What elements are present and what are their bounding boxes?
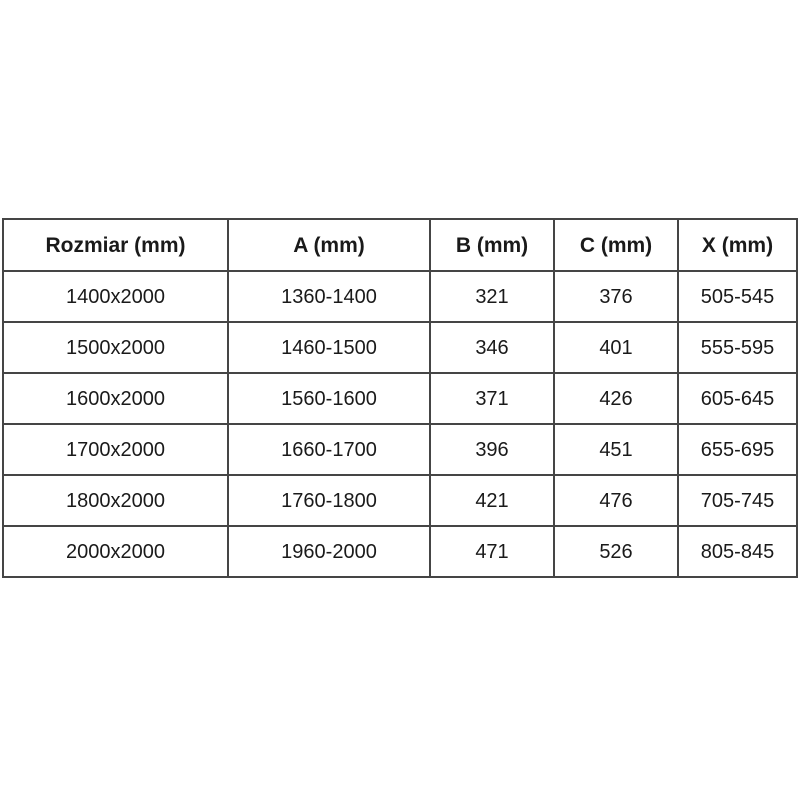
table-cell: 471: [430, 526, 554, 577]
table-cell: 401: [554, 322, 678, 373]
table-cell: 805-845: [678, 526, 797, 577]
table-cell: 555-595: [678, 322, 797, 373]
table-cell: 451: [554, 424, 678, 475]
table-cell: 526: [554, 526, 678, 577]
table-cell: 1760-1800: [228, 475, 430, 526]
table-row: [3, 373, 797, 424]
table-cell: 321: [430, 271, 554, 322]
table-row: [3, 475, 797, 526]
table-cell: 1400x2000: [3, 271, 228, 322]
table-cell: 2000x2000: [3, 526, 228, 577]
table-cell: 1700x2000: [3, 424, 228, 475]
column-header-x: X (mm): [678, 219, 797, 271]
table-cell: 1960-2000: [228, 526, 430, 577]
table-cell: 421: [430, 475, 554, 526]
table-cell: 1660-1700: [228, 424, 430, 475]
column-header-c: C (mm): [554, 219, 678, 271]
table-cell: 505-545: [678, 271, 797, 322]
table-cell: 1360-1400: [228, 271, 430, 322]
table-cell: 1800x2000: [3, 475, 228, 526]
table-cell: 655-695: [678, 424, 797, 475]
table-row: [3, 424, 797, 475]
table-body: [3, 271, 797, 577]
table-cell: 371: [430, 373, 554, 424]
table-row: [3, 526, 797, 577]
table-cell: 476: [554, 475, 678, 526]
table-row: [3, 271, 797, 322]
table-cell: 1460-1500: [228, 322, 430, 373]
table-cell: 346: [430, 322, 554, 373]
column-header-a: A (mm): [228, 219, 430, 271]
table-row: [3, 322, 797, 373]
table-cell: 1600x2000: [3, 373, 228, 424]
table-cell: 1560-1600: [228, 373, 430, 424]
table-cell: 396: [430, 424, 554, 475]
table-header-row: [3, 219, 797, 271]
table-cell: 376: [554, 271, 678, 322]
column-header-b: B (mm): [430, 219, 554, 271]
size-spec-table: [2, 218, 798, 578]
table-cell: 426: [554, 373, 678, 424]
table-cell: 705-745: [678, 475, 797, 526]
column-header-rozmiar: Rozmiar (mm): [3, 219, 228, 271]
table-cell: 1500x2000: [3, 322, 228, 373]
table-cell: 605-645: [678, 373, 797, 424]
